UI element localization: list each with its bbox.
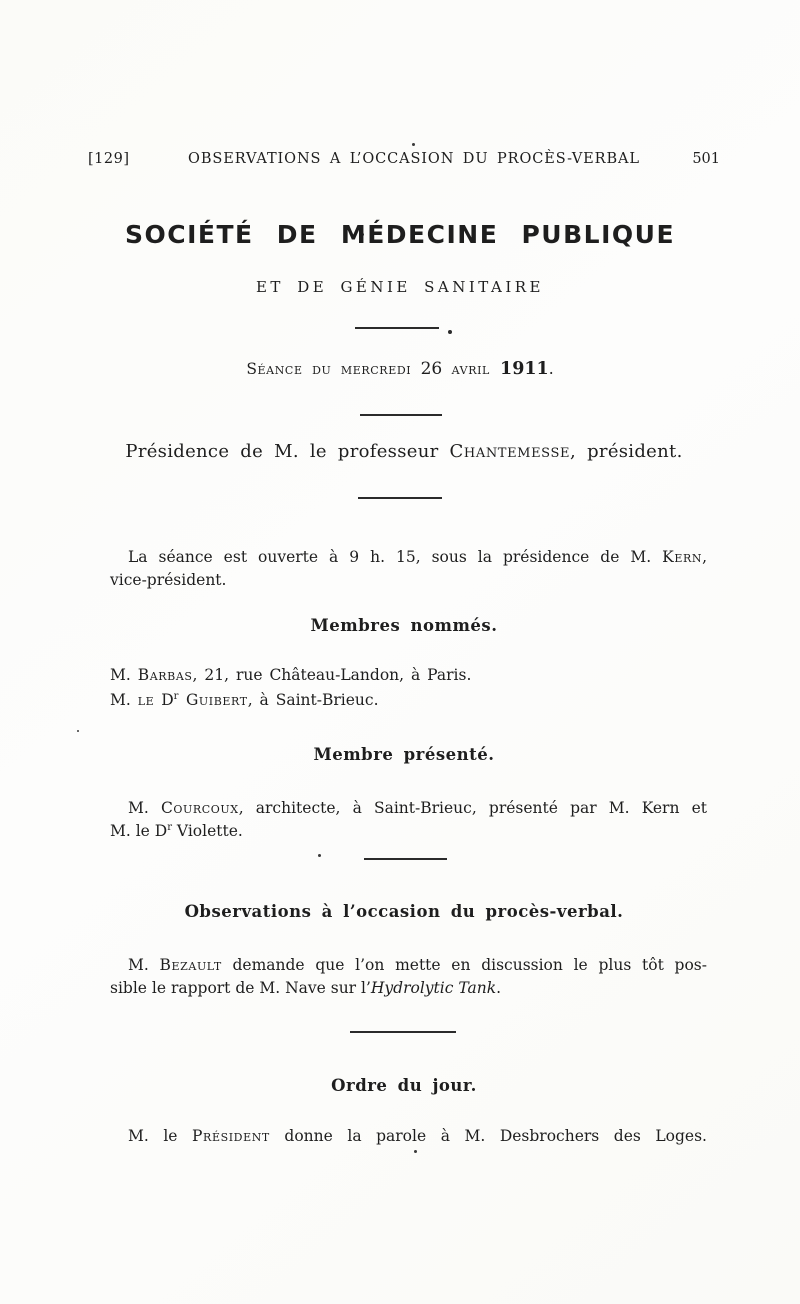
- opening-line-2: vice-président.: [110, 571, 227, 589]
- paragraph-president: [110, 1125, 707, 1148]
- presidency-suffix: , président.: [570, 441, 683, 462]
- doctor-superscript: r: [167, 821, 172, 833]
- divider-rule: [360, 414, 442, 416]
- ink-speck: [318, 854, 321, 857]
- presented-member-name: Courcoux: [160, 799, 239, 817]
- paragraph-courcoux: [110, 797, 707, 843]
- bezault-line-1: [110, 954, 707, 977]
- running-header: [88, 151, 720, 167]
- presidency-line: [88, 441, 720, 462]
- paragraph-text: , architecte, à Saint-Brieuc, présenté par M. Kern et: [238, 799, 707, 817]
- session-day: 26: [411, 359, 452, 379]
- section-heading-ordre-du-jour: Ordre du jour.: [331, 1076, 477, 1095]
- bezault-line-2: [110, 977, 707, 1000]
- member-prefix: M.: [110, 691, 138, 709]
- section-heading-observations: Observations à l’occasion du procès-verbal.: [184, 902, 624, 921]
- president-name: Chantemesse: [449, 441, 571, 462]
- running-title: OBSERVATIONS A L’OCCASION DU PROCÈS-VERBAL: [188, 151, 640, 167]
- presidency-text: Présidence de M. le professeur: [125, 441, 450, 462]
- section-heading-membres-nommes: Membres nommés.: [310, 616, 498, 635]
- divider-rule: [364, 858, 447, 860]
- article-bracket-number: [129]: [88, 151, 130, 167]
- member-article: le: [137, 691, 155, 709]
- session-lead: Séance du mercredi: [246, 360, 412, 378]
- ink-speck: [414, 1150, 417, 1153]
- member-address: , à Saint-Brieuc.: [247, 691, 379, 709]
- member-address: , 21, rue Château-Landon, à Paris.: [192, 666, 472, 684]
- speaker-name: Bezault: [159, 956, 222, 974]
- paragraph-text: demande que l’on mette en discussion le plus tôt pos-: [221, 956, 707, 974]
- vice-president-name: Kern: [662, 548, 703, 566]
- opening-text: La séance est ouverte à 9 h. 15, sous la présidence de M.: [128, 548, 663, 566]
- member-name: Guibert: [178, 691, 248, 709]
- paragraph-text: Violette.: [172, 822, 243, 840]
- paragraph-text: .: [496, 979, 502, 997]
- paragraph-text: donne la parole à M. Desbrochers des Loges.: [269, 1127, 707, 1145]
- opening-comma: ,: [702, 548, 707, 566]
- page-number: 501: [692, 151, 720, 167]
- session-month: avril: [451, 360, 490, 378]
- divider-end-dot: [448, 330, 452, 334]
- courcoux-line-2: [110, 820, 707, 843]
- doctor-abbrev: D: [154, 691, 174, 709]
- courcoux-line-1: [110, 797, 707, 820]
- paragraph-text: sible le rapport de M. Nave sur l’: [110, 979, 371, 997]
- paragraph-text: M. le: [128, 1127, 193, 1145]
- divider-rule: [350, 1031, 456, 1033]
- president-line: [110, 1125, 707, 1148]
- paragraph-text: M. le D: [110, 822, 168, 840]
- paragraph-text: M.: [128, 956, 160, 974]
- section-heading-membre-presente: Membre présenté.: [313, 745, 495, 764]
- ink-speck: [77, 730, 79, 732]
- member-name: Barbas: [137, 666, 193, 684]
- member-entry-barbas: [110, 664, 707, 687]
- doctor-superscript: r: [173, 690, 179, 702]
- paragraph-text: M.: [128, 799, 161, 817]
- session-date-line: [0, 359, 800, 379]
- divider-rule: [358, 497, 442, 499]
- paragraph-bezault: [110, 954, 707, 1000]
- opening-line-1: [110, 546, 707, 569]
- president-title: Président: [192, 1127, 270, 1145]
- ink-speck: [412, 143, 415, 146]
- session-year: 1911: [489, 359, 549, 379]
- society-title: SOCIÉTÉ DE MÉDECINE PUBLIQUE: [124, 220, 676, 249]
- session-period: .: [548, 360, 554, 378]
- report-title-italic: Hydrolytic Tank: [370, 979, 497, 997]
- society-subtitle: ET DE GÉNIE SANITAIRE: [255, 278, 544, 296]
- divider-rule: [355, 327, 439, 329]
- member-prefix: M.: [110, 666, 138, 684]
- member-entry-guibert: [110, 689, 707, 712]
- opening-paragraph: [110, 546, 707, 592]
